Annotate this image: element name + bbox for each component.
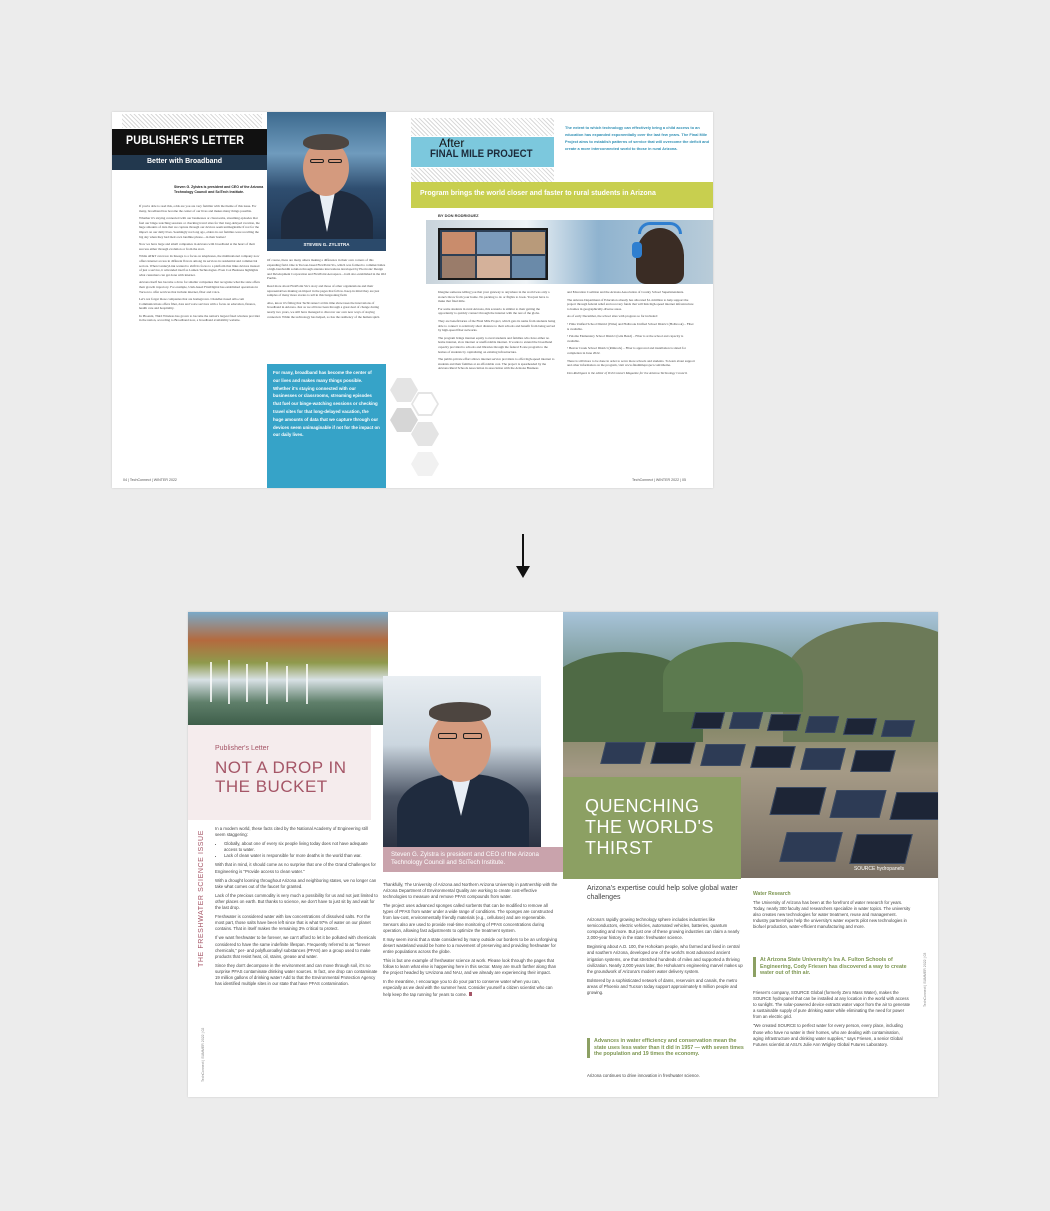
paragraph: Of course, there are many others making a difference in their own corners of this expanding field. One is Tucson-based FirstPoint SG, which was formed to commercialize a high-bandwidth solution through antenna innovations developed by Electronic Design and Development Corporation and FirstPoint Aerospace—both also established in the Old Pueblo. — [267, 258, 386, 281]
end-mark-icon — [469, 992, 472, 996]
tree-shape — [663, 642, 803, 712]
solar-panel — [767, 714, 801, 731]
bullet-item: • Pima Unified School District (Pima) and Holbrook Unified School District (Holbrook) – Fiber is available. — [567, 321, 694, 331]
solar-panel — [881, 720, 915, 737]
solar-panel — [691, 712, 725, 729]
paragraph: Imagine someone telling you that your gateway to anywhere in the world was only a stone's throw from your home. No packing to do or flights to book. You just have to make that final mile. — [438, 290, 550, 304]
video-tile — [512, 256, 545, 278]
paragraph: The public-private effort allows internet service providers to offer high-speed internet to students and their families at an affordable cost. The project is spearheaded by the Arizona Rural Schools Association in association with the Arizona Business — [438, 357, 555, 371]
hexagon-decoration — [411, 422, 439, 446]
student-laptop-photo — [426, 220, 713, 284]
water-research-heading: Water Research — [753, 891, 791, 897]
solar-panel — [843, 718, 877, 735]
paragraph: Arizona itself has become a draw for smaller companies that recognize what the state offers their growth trajectory. For example, Utah-based FirstDigital has established operations in Tucson to offer services that include internet, fiber and voice. — [139, 280, 260, 294]
hexagon-decoration — [390, 408, 418, 432]
hexagon-decoration — [390, 378, 418, 402]
paragraph: If you're able to read this, odds are you are very familiar with the theme of this issue. For many, broadband has become the center of our lives and makes many things possible. — [139, 204, 257, 213]
solar-panel — [650, 742, 695, 764]
water-streak — [228, 660, 230, 704]
paragraph: The program brings internet equity to rural students and families who have either no home internet, slow internet or unaffordable internet. It works to extend the broadband capacity provided to schools and libraries through the federal E-rate program to the homes of students by capitalizing on existing infrastructure. — [438, 335, 553, 354]
arrow-head-icon — [516, 566, 530, 578]
bullet-item: • Beaver Creek School District (Rimrock) – Fiber is approved and installation is slated for completion in June 2022. — [567, 346, 686, 355]
portrait-caption: Steven G. Zylstra is president and CEO of the Arizona Technology Council and SciTech Institute. — [383, 847, 563, 872]
quenching-col2-p1: The University of Arizona has been at the forefront of water research for years. Today, nearly 300 faculty and researchers specialize in water topics. The university also creates new technologies for water treatment, reuse and management. Industry partnerships help the university's water experts pilot new technologies in biofuel production, water-efficient manufacturing and more. — [753, 900, 911, 930]
paragraph: and Education Coalition and the Arizona Association of County School Superintendents. — [567, 290, 684, 294]
portrait-photo — [267, 112, 386, 251]
paragraph: Arizona's rapidly growing technology sphere includes industries like semiconductors, electric vehicles, automated vehicles, batteries, quantum computing and more. But just one of these growing industries can claim a nearly 2,000-year history in the state: freshwater science. — [587, 917, 740, 941]
publishers-letter-subtitle: Better with Broadband — [147, 158, 223, 165]
hair-shape — [303, 134, 349, 150]
publishers-letter-title-block — [188, 725, 371, 820]
paragraph: It may seem ironic that a state considered by many outside our borders to be an unforgiving desert wasteland would be home to a movement of preserving and providing freshwater for entire populations across the globe. — [383, 936, 558, 954]
paragraph-text: They are beneficiaries of the Final Mile Project, which gets its name from students being able to connect to relatively short distance to their schools and benefit from being served by high-speed fiber networks. — [438, 318, 556, 333]
paragraph: Since they don't decompose in the environment and can move through soil, it's no surprise PFAS contaminate drinking water sources. In fact, one drop can contaminate 19 million gallons of drinking water! Add to that the Environmental Protection Agency has identified multiple sites in our state that have PFAS contamination. — [215, 962, 378, 987]
final-mile-col2 — [567, 290, 695, 378]
solar-panel — [849, 834, 912, 864]
page-footer-left: 04 | TechConnect | WINTER 2022 — [123, 478, 177, 482]
hexagon-decoration — [411, 452, 439, 476]
paragraph: With a drought looming throughout Arizona and neighboring states, we no longer can take what comes out of the faucet for granted. — [215, 877, 377, 889]
paragraph: Now we have large and small companies in Arizona with broadband at the heart of their success either through evolution or from the start. — [139, 242, 255, 251]
after-spread — [188, 612, 938, 1097]
publishers-letter-banner — [112, 129, 272, 155]
paragraph — [383, 979, 559, 997]
paragraph: The Arizona Department of Education already has allocated $1.4 million to help support the project through federal relief and recovery funds that will link high-speed internet infrastructure to homes in geographically-diverse areas. — [567, 297, 694, 311]
final-mile-headline: Program brings the world closer and faster to rural students in Arizona — [420, 190, 656, 197]
bullet-text: Beaver Creek School District (Rimrock) – Fiber is approved and installation is slated for completion in June 2022. — [567, 346, 686, 355]
paragraph: Bolstered by a sophisticated network of dams, reservoirs and canals, the metro areas of Phoenix and Tucson today support approximately 6 million people and growing. — [587, 977, 738, 996]
quenching-col2-rest — [753, 990, 911, 1051]
paragraph: While AT&T can trace its lineage to a focus on telephones, the multinational company now offers internet access in different flavors among its services in residential and commercial sectors. When CenturyLink wanted to shift its focus to a platform that links devices instead of just a service, it rebranded itself as Lumen Technologies. Even Cox Business highlights what customers can get done with internet. — [139, 254, 260, 277]
down-arrow-icon — [522, 534, 524, 570]
water-streak — [286, 666, 288, 702]
glasses-left — [310, 159, 324, 163]
headphone-band — [638, 222, 682, 234]
paragraph: Also, know it's fitting that TechConnect at this time showcases the innovations of broadband in Arizona. Just as we all have been through a great deal of change during nearly two years, we still have managed to discover our own new ways of staying connected. While the technology has helped, so has the resiliency of the human spirit. — [267, 300, 381, 319]
paragraph: As of early December, the school sites with progress so far included: — [567, 314, 658, 319]
bullet-text: Paloma Elementary School District (Gila Bend) – Fiber is at the school and capacity is available. — [567, 334, 684, 343]
solar-panel — [729, 712, 763, 729]
paragraph: Read more about FirstPoint SG's story and those of other organizations and their representatives making an impact in the pages that follow. Keep in mind they are just samples of many more stories to tell in this burgeoning field. — [267, 283, 380, 298]
portrait-photo — [383, 676, 541, 848]
final-mile-title: FINAL MILE PROJECT — [430, 148, 533, 160]
before-spread — [112, 112, 713, 488]
quenching-title: QUENCHING THE WORLD'S THIRST — [585, 796, 714, 858]
bullet-item: • Globally, about one of every six people living today does not have adequate access to water. — [224, 841, 378, 853]
hatch-decoration — [411, 118, 554, 136]
pull-quote-box — [267, 364, 386, 488]
child-head — [636, 228, 684, 284]
water-streak — [210, 662, 212, 702]
solar-panel — [750, 746, 795, 768]
publishers-letter-title: PUBLISHER'S LETTER — [126, 135, 245, 147]
photo-label: SOURCE hydropanels — [853, 866, 904, 872]
page-footer-left: TechConnect | SUMMER 2022 | 02 — [201, 1027, 205, 1082]
hair-shape — [429, 702, 491, 722]
publishers-letter-label: Publisher's Letter — [215, 745, 269, 752]
video-tile — [442, 256, 475, 278]
paragraph: The project uses advanced sponges called sorbents that can be modified to remove all types of PFAS from water under a wide range of conditions. The sponges are constructed from low-cost, environmentally friendly materials (e.g., cellulose) and are regenerable. Sensors also are used to provide real-time monitoring of PFAS concentrations during operation, allowing fast adjustments to optimize the treatment system. — [383, 903, 553, 933]
headphone-icon — [632, 242, 642, 258]
hatch-decoration — [122, 114, 262, 128]
hatch-decoration — [411, 168, 554, 182]
solar-panel — [700, 744, 745, 766]
video-tile — [512, 232, 545, 254]
solar-panel — [890, 792, 938, 820]
paragraph: If we want freshwater to be forever, we can't afford to let it be polluted with chemicals considered to have the same indefinite lifespan. Frequently referred to as "forever chemicals," per- and polyfluoroalkyl substances (PFAS) are a group used to make products that resist heat, oil, stains, grease and water. — [215, 935, 377, 959]
callout-quote: At Arizona State University's Ira A. Fulton Schools of Engineering, Cody Friesen has discovered a way to create water out of thin air. — [753, 957, 911, 977]
video-tile — [477, 256, 510, 278]
laptop-screen — [438, 228, 548, 280]
paragraph: Freshwater is considered water with low concentrations of dissolved salts. For the most part, those salts have been left since that is what 97% of water on our planet contains. That in itself makes the remaining 3% critical to protect. — [215, 914, 371, 932]
publishers-letter-col2 — [267, 258, 387, 322]
callout-quote: Advances in water efficiency and conservation mean the state uses less water than it did in 1957 — with seven times the population and 19 times the economy. — [587, 1038, 744, 1058]
water-streak — [266, 662, 268, 704]
solar-panel — [805, 716, 839, 733]
solar-panel — [779, 832, 842, 862]
solar-panel — [600, 742, 645, 764]
paragraph: Beginning about A.D. 100, the Hohokam people, who farmed and lived in central and southern Arizona, developed one of the world's most advanced ancient irrigation systems, one that stretched hundreds of miles and supported a thriving civilization. Nearly 2,000 years later, the Hohokam's engineering marvel makes up the groundwork of Arizona's modern water delivery system. — [587, 944, 743, 974]
paragraph: Let's not forget those companies that are homegrown. Chandler-based Allo.com Communications offers fiber, data and voice services with a focus on education, finance, health care and hospitality. — [139, 297, 256, 311]
paragraph: Thankfully, The University of Arizona and Northern Arizona University in partnership with the Arizona Department of Environmental Quality are working to create cost-effective technologies to measure and remove PFAS compounds from water. — [383, 882, 558, 900]
portrait-name-label: STEVEN G. ZYLSTRA — [267, 239, 386, 251]
after-overlay-word: After — [439, 136, 465, 150]
facts-list — [215, 841, 378, 859]
paragraph: "We created SOURCE to perfect water for every person, every place, including those who have no water in their homes, who are dealing with contamination, aging infrastructure and drinking water supplies," says Friesen, a senior Global Futures scientist at ASU's Julie Ann Wrigley Global Futures Laboratory. — [753, 1023, 903, 1047]
issue-vertical-label: THE FRESHWATER SCIENCE ISSUE — [198, 830, 205, 967]
paragraph: This is but one example of freshwater science at work. Please look through the pages that follow to learn what else is happening here in this sector. Many are much farther along than the project headed by UArizona and NAU, and we already are experiencing their impact. — [383, 958, 557, 976]
glasses-right — [463, 733, 482, 739]
author-note: Don Rodriguez is the editor of TechConnect Magazine for the Arizona Technology Council. — [567, 370, 688, 375]
publishers-letter-subtitle-bar — [112, 155, 272, 170]
waterfall-photo — [188, 612, 388, 725]
water-streak — [246, 664, 248, 702]
pull-quote-text: For many, broadband has become the center of our lives and makes many things possible. Whether it's staying connected with our businesses or classrooms, streaming episodes that fuel our binge-watching sessions or checking travel sites for that long-delayed vacation, the huge amounts of data that we capture through our devices seem unimaginable if not for the impact on our daily lives. — [273, 370, 380, 438]
byline: BY DON RODRIGUEZ — [438, 213, 479, 218]
glasses-right — [328, 159, 342, 163]
publishers-letter-col2 — [383, 882, 559, 1001]
paragraph-text: In the meantime, I encourage you to do your part to conserve water when you can, especially as we deal with the summer heat. Consider yourself a citizen scientist who can help keep the tap running for years to come. — [383, 979, 553, 997]
quenching-col1 — [587, 917, 744, 999]
bullet-item: • Paloma Elementary School District (Gila Bend) – Fiber is at the school and capacity is available. — [567, 334, 684, 343]
paragraph: Lack of the precious commodity is very much a possibility for us and not just limited to other places on earth. But thanks to science, we don't have to just sit by and wait for the last drop. — [215, 892, 378, 911]
bullet-item: • Lack of clean water is responsible for more deaths in the world than war. — [224, 853, 378, 859]
paragraph — [438, 319, 556, 333]
paragraph: There is still more to be done in order to serve more schools and students. To learn about support and other information on the program, visit www.finalmileproject.com/#home. — [567, 358, 695, 368]
solar-panel — [850, 750, 895, 772]
video-tile — [477, 232, 510, 254]
paragraph: Whether it's staying connected with our businesses or classrooms, streaming episodes that fuel our binge-watching sessions or checking travel sites for that long-delayed vacation, the huge amounts of data that we capture through our devices seem unimaginable if not for the impact on our daily lives. Seemingly not long ago, elders in our families were recalling the big day when they had their own landline phone—in their homes! — [139, 216, 260, 239]
publishers-letter-title: NOT A DROP IN THE BUCKET — [215, 758, 347, 796]
paragraph: For some students in rural Arizona, this scenario is similar to their getting the opportunity to quickly connect through the internet with the rest of the globe. — [438, 306, 541, 316]
paragraph: With that in mind, it should come as no surprise that one of the Grand Challenges for Engineering is "Provide access to clean water." — [215, 862, 376, 874]
author-caption: Steven G. Zylstra is president and CEO of the Arizona Technology Council and SciTech Institute. — [174, 185, 264, 194]
glasses-left — [438, 733, 457, 739]
quenching-title-block — [563, 777, 741, 879]
solar-panel — [800, 748, 845, 770]
solar-panel — [830, 790, 887, 818]
solar-panel — [770, 787, 827, 815]
final-mile-headline-bar — [411, 182, 713, 208]
water-streak — [306, 664, 308, 704]
bullet-text: Pima Unified School District (Pima) and Holbrook Unified School District (Holbrook) – Fiber is available. — [567, 321, 694, 331]
video-tile — [442, 232, 475, 254]
paragraph: In a modern world, these facts cited by the National Academy of Engineering still seem staggering: — [215, 826, 368, 838]
final-mile-col1 — [438, 290, 556, 374]
page-footer-right: TechConnect | SUMMER 2022 | 03 — [923, 952, 927, 1007]
publishers-letter-col1 — [139, 204, 261, 326]
publishers-letter-col1 — [215, 826, 378, 990]
final-mile-intro: The extent to which technology can effectively bring a child access to an education has expanded exponentially over the last few years. The Final Mile Project aims to establish patterns of service that will overcome the deficit and create a more interconnected world to those in rural Arizona. — [565, 125, 709, 151]
page-footer-right: TechConnect | WINTER 2022 | 05 — [632, 478, 687, 482]
quenching-col1-end: Arizona continues to drive innovation in freshwater science. — [587, 1073, 700, 1078]
quenching-subtitle: Arizona's expertise could help solve global water challenges — [587, 885, 738, 901]
paragraph: In Phoenix, Third Wireless has grown to become the nation's largest fixed wireless provider in the nation, according to Broadband now, a broadband availability website. — [139, 313, 260, 323]
paragraph: Friesen's company, SOURCE Global (formerly Zero Mass Water), makes the SOURCE hydropanel that can be installed at any location in the world with access to sunlight. The solar-powered device extracts water vapor from the air to generate a sustainable supply of pure drinking water while eliminating the need for power from an electric grid. — [753, 990, 911, 1020]
